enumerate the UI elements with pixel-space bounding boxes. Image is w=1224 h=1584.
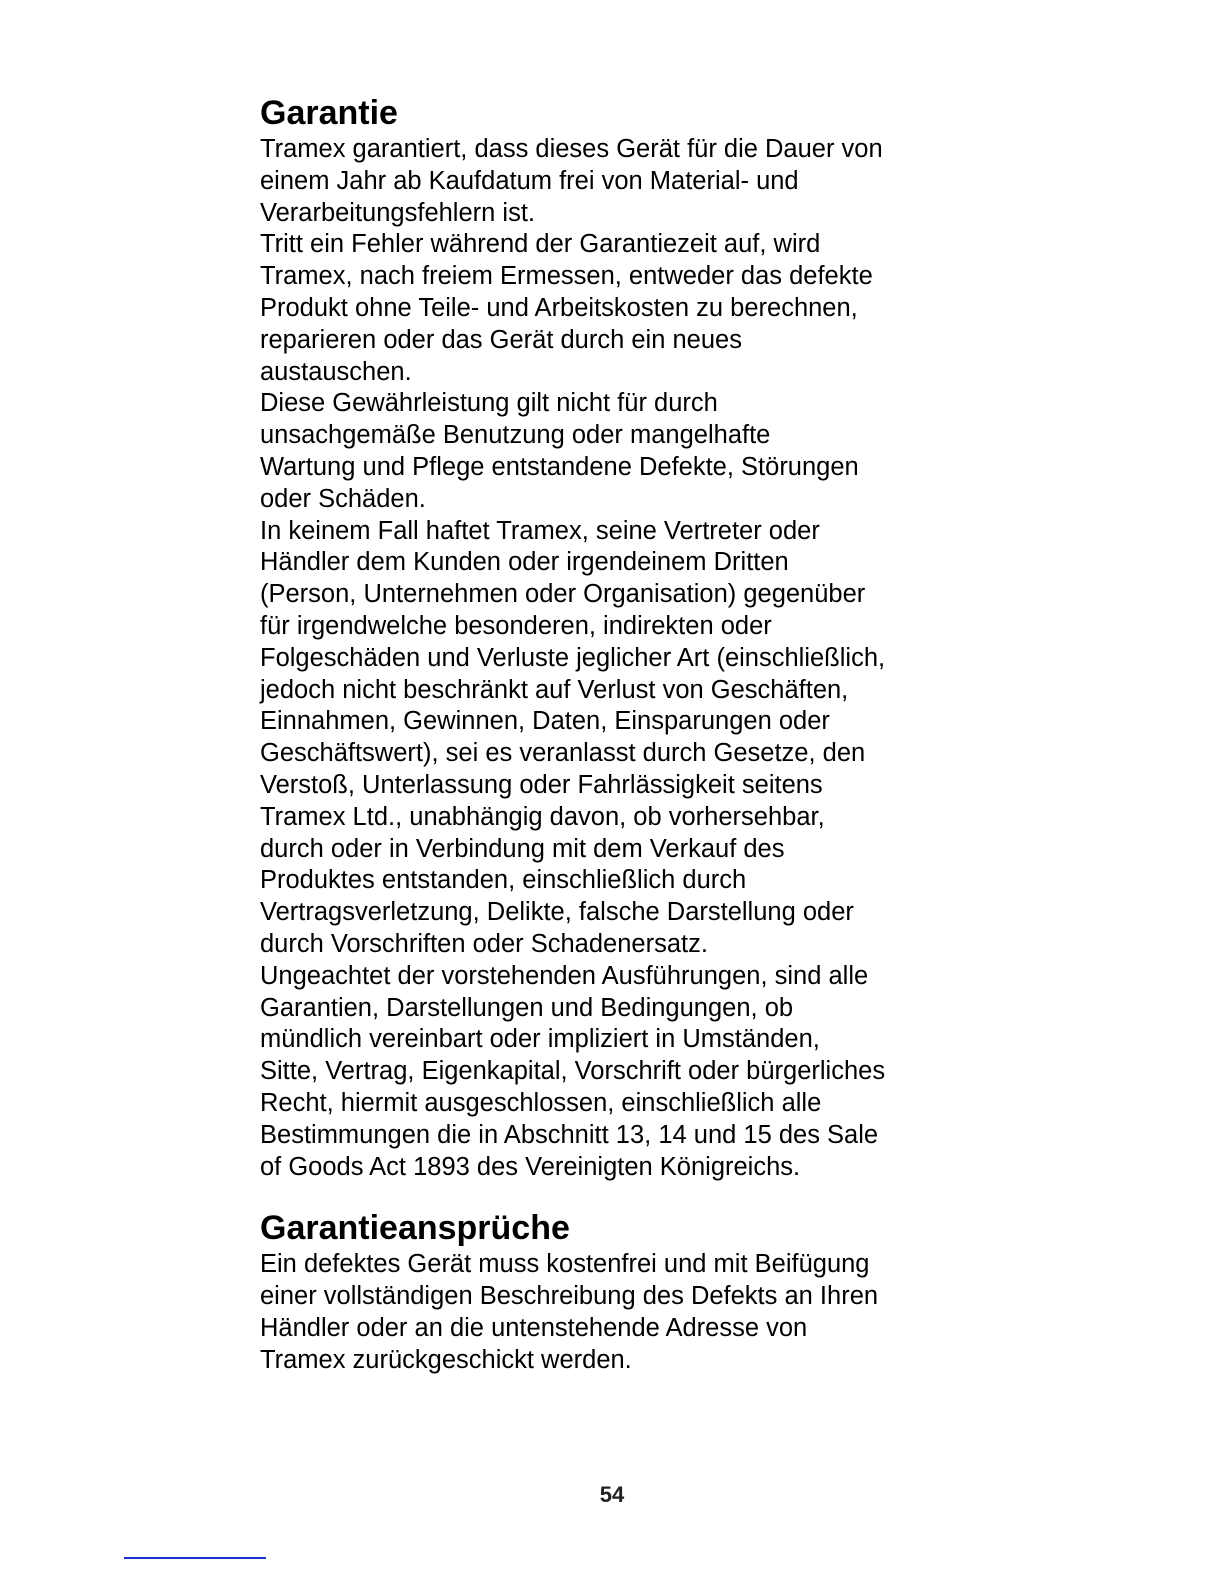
warranty-text: [260, 134, 980, 1183]
warranty-claims-text: [260, 1249, 980, 1376]
text-line: Bestimmungen die in Abschnitt 13, 14 und 15 des Sale: [260, 1120, 879, 1149]
document-body: [260, 92, 980, 1376]
text-line: einem Jahr ab Kaufdatum frei von Material- und: [260, 166, 799, 195]
text-line: Tramex Ltd., unabhängig davon, ob vorhersehbar,: [260, 802, 825, 831]
text-line: Wartung und Pflege entstandene Defekte, Störungen: [260, 452, 859, 481]
text-line: Folgeschäden und Verluste jeglicher Art (einschließlich,: [260, 643, 886, 672]
text-line: jedoch nicht beschränkt auf Verlust von Geschäften,: [260, 675, 849, 704]
page-number: 54: [599, 1482, 625, 1507]
text-line: In keinem Fall haftet Tramex, seine Vertreter oder: [260, 516, 820, 545]
text-line: Garantien, Darstellungen und Bedingungen, ob: [260, 993, 794, 1022]
text-line: einer vollständigen Beschreibung des Defekts an Ihren: [260, 1282, 879, 1311]
warranty-claims-heading: Garantieansprüche: [260, 1209, 570, 1248]
text-line: mündlich vereinbart oder impliziert in Umständen,: [260, 1025, 820, 1054]
text-line: Tramex garantiert, dass dieses Gerät für die Dauer von: [260, 135, 883, 163]
text-line: Händler dem Kunden oder irgendeinem Dritten: [260, 548, 789, 577]
warranty-claims-section: [260, 1207, 980, 1376]
text-line: Produktes entstanden, einschließlich durch: [260, 866, 747, 895]
footer-rule: [124, 1557, 266, 1559]
text-line: reparieren oder das Gerät durch ein neues: [260, 325, 742, 354]
text-line: Vertragsverletzung, Delikte, falsche Darstellung oder: [260, 898, 854, 927]
text-line: oder Schäden.: [260, 484, 426, 513]
text-line: Produkt ohne Teile- und Arbeitskosten zu berechnen,: [260, 293, 858, 322]
text-line: of Goods Act 1893 des Vereinigten Königreichs.: [260, 1152, 801, 1181]
text-line: Einnahmen, Gewinnen, Daten, Einsparungen oder: [260, 707, 830, 736]
text-line: unsachgemäße Benutzung oder mangelhafte: [260, 421, 771, 450]
text-line: Tramex, nach freiem Ermessen, entweder das defekte: [260, 262, 873, 291]
text-line: Ein defektes Gerät muss kostenfrei und mit Beifügung: [260, 1250, 870, 1279]
text-line: für irgendwelche besonderen, indirekten oder: [260, 611, 772, 640]
text-line: Tritt ein Fehler während der Garantiezeit auf, wird: [260, 230, 821, 259]
text-line: Recht, hiermit ausgeschlossen, einschließlich alle: [260, 1088, 822, 1117]
warranty-section: [260, 92, 980, 1183]
text-line: Geschäftswert), sei es veranlasst durch Gesetze, den: [260, 739, 866, 768]
text-line: Tramex zurückgeschickt werden.: [260, 1345, 632, 1374]
text-line: Verarbeitungsfehlern ist.: [260, 198, 535, 227]
text-line: Sitte, Vertrag, Eigenkapital, Vorschrift oder bürgerliches: [260, 1057, 886, 1086]
warranty-heading: Garantie: [260, 94, 398, 132]
text-line: durch Vorschriften oder Schadenersatz.: [260, 929, 708, 958]
text-line: Verstoß, Unterlassung oder Fahrlässigkeit seitens: [260, 770, 823, 799]
text-line: Händler oder an die untenstehende Adresse von: [260, 1313, 808, 1342]
text-line: Ungeachtet der vorstehenden Ausführungen, sind alle: [260, 961, 869, 990]
text-line: (Person, Unternehmen oder Organisation) gegenüber: [260, 580, 866, 609]
text-line: austauschen.: [260, 357, 412, 386]
text-line: Diese Gewährleistung gilt nicht für durch: [260, 389, 718, 418]
text-line: durch oder in Verbindung mit dem Verkauf des: [260, 834, 785, 863]
